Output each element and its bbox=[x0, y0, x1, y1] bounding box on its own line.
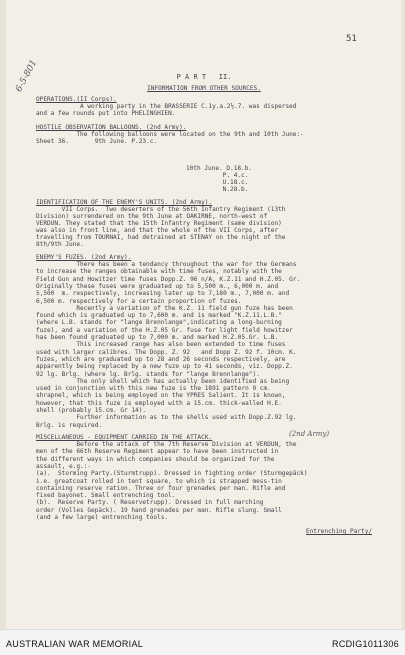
fuzes-line: shrapnel, which is being employed on the YPRES Salient. It is known, bbox=[36, 392, 286, 400]
handwritten-reference: 6-5-801 bbox=[14, 58, 40, 94]
fuzes-line: Further information as to the shells used with Dopp.Z.92 lg. bbox=[36, 414, 297, 422]
fuzes-line: 6,500 m. respectively for a certain proportion of fuzes. bbox=[36, 297, 242, 305]
balloons-tenth-3: U.18.c. bbox=[186, 179, 249, 186]
fuzes-line: however, that this fuze is employed with a 15.cm. thick-walled H.E. bbox=[36, 399, 282, 407]
balloons-tenth-2: P. 4.c. bbox=[186, 172, 249, 179]
fuzes-line: found which is graduated up to 7,600 m. and is marked "K.Z.11.L.B." bbox=[36, 312, 282, 320]
identification-line: was also in front line, and that the whole of the VII Corps, after bbox=[36, 227, 279, 234]
fuzes-heading: ENEMY'S FUZES. (2nd Army). bbox=[36, 254, 132, 261]
fuzes-line: The only shell which has actually been identified as being bbox=[36, 377, 290, 385]
fuzes-line: shell (probably 15.cm. Gr 14). bbox=[36, 407, 147, 414]
operations-heading: OPERATIONS.(II Corps). bbox=[36, 96, 117, 103]
fuzes-line: There has been a tendancy throughout the war for the Germans bbox=[36, 261, 297, 268]
miscellaneous-line: (a). Storming Party.(Sturmtrupp). Dressed in fighting order (Sturmgepäck) bbox=[36, 470, 308, 478]
footer-left: AUSTRALIAN WAR MEMORIAL bbox=[6, 639, 144, 649]
part-title: P A R T II. bbox=[176, 73, 232, 81]
miscellaneous-hand-note: (2nd Army) bbox=[289, 430, 330, 438]
miscellaneous-line: (and a few large) entrenching tools. bbox=[36, 514, 169, 521]
fuzes-line: Field Gun and Howitzer time fuses Dopp.Z. 96 n/A, K.Z.11 and H.Z.05. Gr. bbox=[36, 275, 301, 283]
identification-line: 8th/9th June. bbox=[36, 241, 84, 248]
section-title: INFORMATION FROM OTHER SOURCES. bbox=[147, 85, 261, 92]
miscellaneous-line: men of the 66th Reserve Regiment appear to have been instructed in bbox=[36, 448, 279, 456]
fuzes-line: has been found graduated up to 7,000 m. and marked H.Z.05.Gr. L.B. bbox=[36, 334, 279, 341]
identification-line: VERDUN. They stated that the 15th Infantry Regiment (same division) bbox=[36, 220, 282, 227]
miscellaneous-line: order (Volles Gepäck). 19 hand grenades per man. Rifle slung. Small bbox=[36, 506, 282, 514]
identification-line: travelling from TOURNAI, had detrained at STENAY on the night of the bbox=[36, 234, 286, 241]
identification-line: VII Corps. Two deserters of the 56th Infantry Regiment (13th bbox=[36, 206, 286, 213]
miscellaneous-line: i.e. greatcoat rolled in tent square, to which is strapped mess-tin bbox=[36, 477, 282, 485]
footer-right: RCDIG1011306 bbox=[332, 639, 399, 649]
document-page bbox=[6, 0, 402, 629]
fuzes-line: Recently a variation of the K.Z. 11 field gun fuze has been bbox=[36, 304, 293, 312]
fuzes-line: (where L.B. stands for "lange Brennlange",indicating a long-burning bbox=[36, 319, 282, 327]
fuzes-line: fuzes, which are graduated up to 28 and 26 seconds respectively, are bbox=[36, 355, 286, 363]
miscellaneous-heading: MISCELLANEOUS - EQUIPMENT CARRIED IN THE ATTACK. bbox=[36, 434, 213, 441]
balloons-tenth-4: N.28.b. bbox=[186, 186, 249, 193]
continuation-note: Entrenching Party/ bbox=[306, 528, 373, 535]
fuzes-line: Brlg. is required. bbox=[36, 421, 103, 429]
fuzes-line: 5,500 m. respectively, increasing later up to 7,180 m., 7,000 m. and bbox=[36, 290, 290, 298]
balloons-line-1: The following balloons were located on the 9th and 10th June:- bbox=[36, 131, 304, 138]
operations-line-2: and a few rounds put into PHELINGHIEN. bbox=[36, 110, 176, 117]
miscellaneous-line: the different ways in which companies should be organized for the bbox=[36, 455, 275, 463]
miscellaneous-line: assault, e.g.:- bbox=[36, 462, 92, 470]
fuzes-line: apparently being replaced by a new fuze up to 41 seconds, viz. Dopp.Z. bbox=[36, 363, 293, 371]
operations-line-1: A working party in the BRASSERIE C.1y.a.2½.7. was dispersed bbox=[36, 103, 297, 110]
balloons-tenth-1: 10th June. D.18.b. bbox=[186, 165, 253, 172]
fuzes-line: Originally these fuses were graduated up to 5,500 m., 6,000 m. and bbox=[36, 282, 279, 290]
identification-heading: IDENTIFICATION OF THE ENEMY'S UNITS. (2nd Army). bbox=[36, 199, 213, 206]
page-number: 51 bbox=[346, 34, 357, 44]
miscellaneous-line: fixed bayonet. Small entrenching tool. bbox=[36, 492, 176, 500]
miscellaneous-line: (b). Reserve Party. ( Reservetrupp). Dressed in full marching bbox=[36, 499, 264, 507]
miscellaneous-line: Before the attack of the 7th Reserve Division at VERDUN, the bbox=[36, 441, 297, 448]
fuzes-line: This increased range has also been extended to time fuses bbox=[36, 341, 286, 349]
identification-line: Division) surrendered on the 9th June at OAKIRNE, north-west of bbox=[36, 213, 268, 220]
fuzes-line: used with larger calibres. The Dopp. Z. 92 and Dopp Z. 92 f. 10cm. K. bbox=[36, 348, 297, 356]
fuzes-line: 92 lg. Brlg. (where lg. Brlg. stands for "lange Brennlange"). bbox=[36, 370, 260, 378]
footer-bar bbox=[0, 629, 405, 655]
miscellaneous-line: containing reserve ration. Three or four grenades per man. Rifle and bbox=[36, 484, 286, 492]
balloons-heading: HOSTILE OBSERVATION BALLOONS. (2nd Army). bbox=[36, 124, 187, 131]
fuzes-line: used in conjunction with this new fuze is the 1891 pattern 9 cm. bbox=[36, 385, 271, 393]
balloons-line-2: Sheet 36. 9th June. P.23.c. bbox=[36, 138, 158, 145]
fuzes-line: to increase the ranges obtainable with time fuses, notably with the bbox=[36, 268, 282, 276]
fuzes-line: fuze), and a variation of the H.Z.05 Gr. fuse for light field howitzer bbox=[36, 326, 293, 334]
